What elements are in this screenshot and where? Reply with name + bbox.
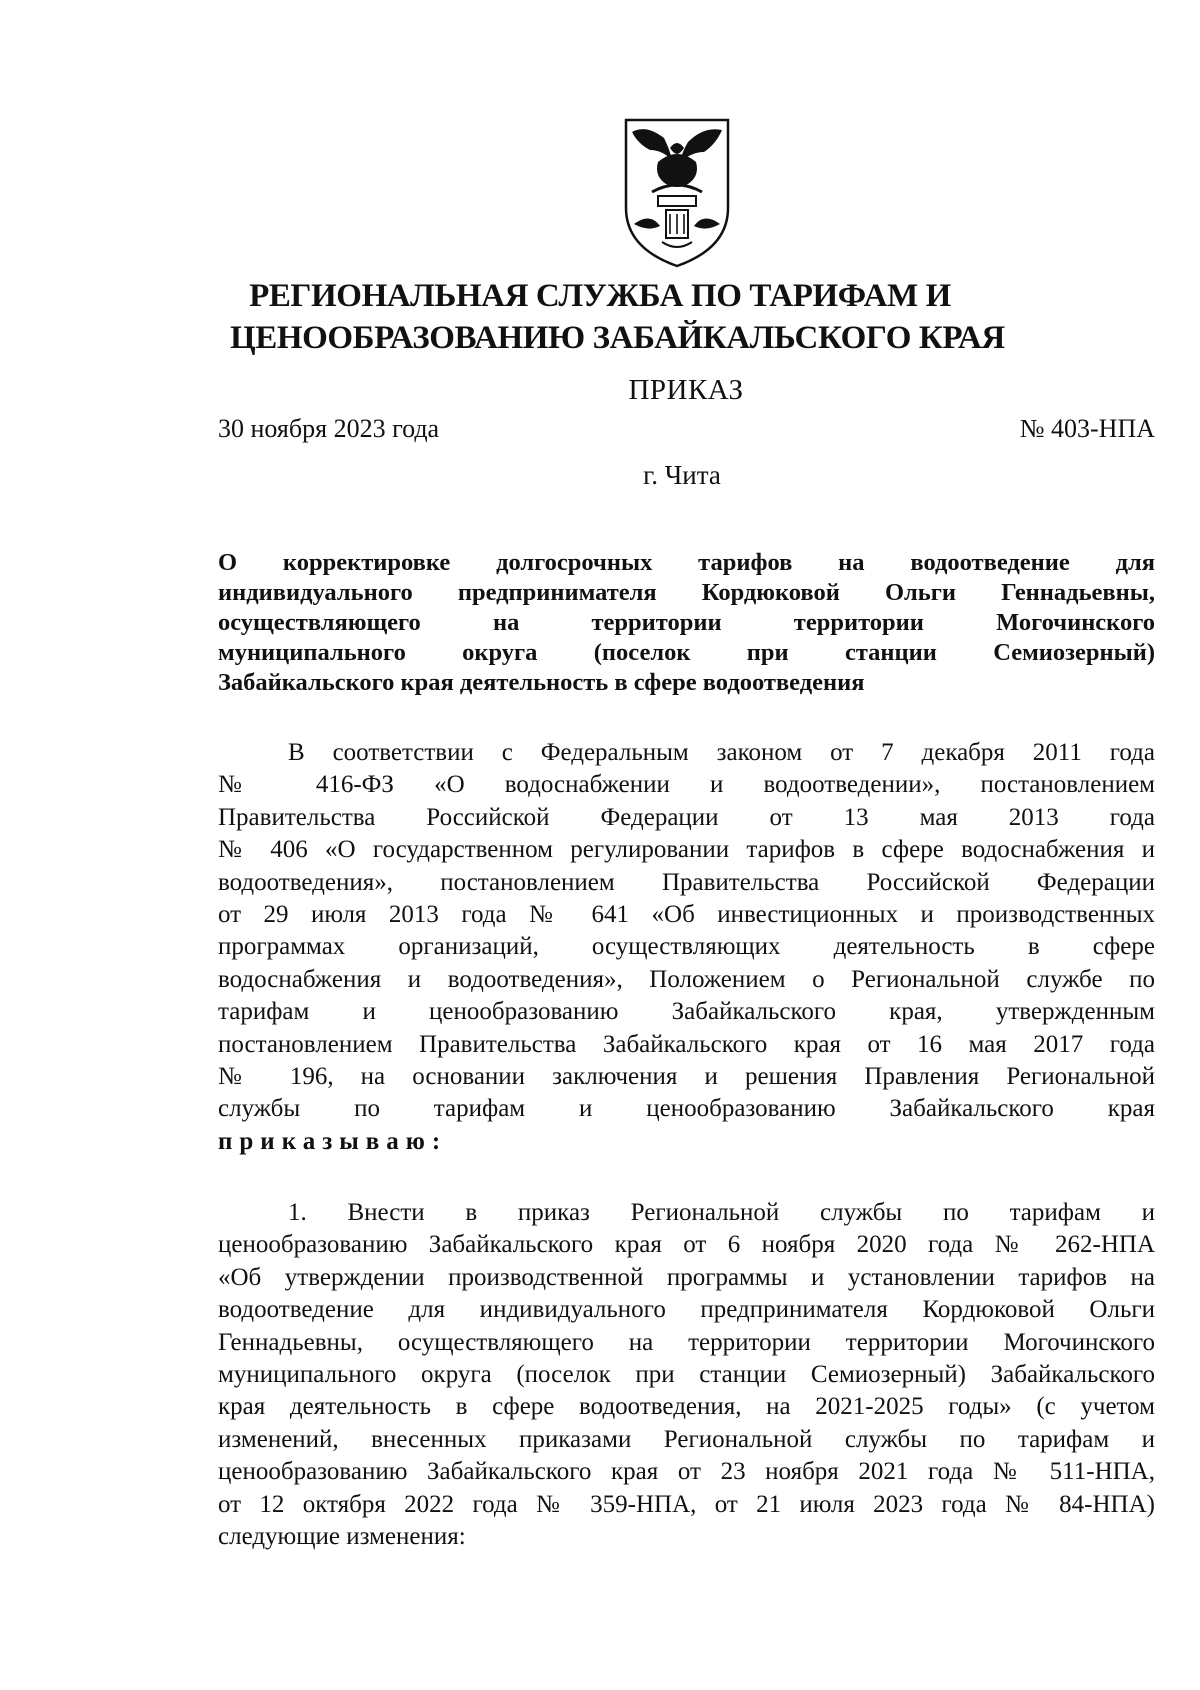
title-line: О корректировке долгосрочных тарифов на водоотведение для (218, 549, 1155, 576)
paragraph-line: следующие изменения: (218, 1523, 466, 1551)
paragraph-line: программах организаций, осуществляющих деятельность в сфере (218, 933, 1155, 961)
paragraph-line: № 196, на основании заключения и решения Правления Региональной (218, 1063, 1155, 1091)
title-line: индивидуального предпринимателя Кордюковой Ольги Геннадьевны, (218, 579, 1155, 606)
paragraph-line: 1. Внести в приказ Региональной службы по тарифам и (288, 1199, 1155, 1226)
item-1-paragraph (218, 1197, 1155, 1553)
paragraph-line: муниципального округа (поселок при станции Семиозерный) Забайкальского (218, 1361, 1155, 1389)
paragraph-line: постановлением Правительства Забайкальского края от 16 мая 2017 года (218, 1030, 1155, 1058)
title-line: муниципального округа (поселок при станции Семиозерный) (218, 639, 1155, 666)
paragraph-line: водоотведение для индивидуального предпринимателя Кордюковой Ольги (218, 1296, 1155, 1324)
organization-name-line: ЦЕНООБРАЗОВАНИЮ ЗАБАЙКАЛЬСКОГО КРАЯ (230, 320, 1005, 356)
document-title (218, 548, 1155, 698)
document-date: 30 ноября 2023 года (218, 414, 440, 443)
paragraph-line: № 406 «О государственном регулировании тарифов в сфере водоснабжения и (218, 836, 1155, 864)
order-word: приказываю: (218, 1127, 448, 1155)
paragraph-line: от 12 октября 2022 года № 359-НПА, от 21 июля 2023 года № 84-НПА) (218, 1490, 1155, 1518)
paragraph-line: от 29 июля 2013 года № 641 «Об инвестиционных и производственных (218, 901, 1155, 929)
paragraph-line: № 416-ФЗ «О водоснабжении и водоотведении», постановлением (218, 771, 1155, 799)
paragraph-line: службы по тарифам и ценообразованию Забайкальского края (218, 1095, 1155, 1123)
paragraph-line: «Об утверждении производственной программы и установлении тарифов на (218, 1263, 1155, 1291)
paragraph-line: Правительства Российской Федерации от 13 мая 2013 года (218, 803, 1155, 831)
paragraph-line: В соответствии с Федеральным законом от 7 декабря 2011 года (288, 739, 1155, 766)
preamble-paragraph (218, 737, 1155, 1158)
document-type: ПРИКАЗ (628, 374, 744, 406)
paragraph-line: водоснабжения и водоотведения», Положением о Региональной службе по (218, 965, 1155, 993)
paragraph-line: Геннадьевны, осуществляющего на территории территории Могочинского (218, 1328, 1155, 1356)
paragraph-line: ценообразованию Забайкальского края от 6 ноября 2020 года № 262-НПА (218, 1231, 1155, 1259)
paragraph-line: водоотведения», постановлением Правительства Российской Федерации (218, 868, 1155, 896)
document-city: г. Чита (643, 460, 721, 490)
paragraph-line: ценообразованию Забайкальского края от 23 ноября 2021 года № 511-НПА, (218, 1458, 1155, 1486)
zabaykalsky-krai-coat-of-arms-icon (622, 116, 732, 270)
title-line: осуществляющего на территории территории Могочинского (218, 609, 1155, 636)
organization-name (230, 275, 1005, 359)
title-line: Забайкальского края деятельность в сфере водоотведения (218, 669, 865, 696)
paragraph-line: края деятельность в сфере водоотведения, на 2021-2025 годы» (с учетом (218, 1393, 1155, 1421)
document-number: № 403-НПА (1019, 414, 1155, 443)
paragraph-line: изменений, внесенных приказами Региональной службы по тарифам и (218, 1425, 1155, 1453)
paragraph-line: тарифам и ценообразованию Забайкальского края, утвержденным (218, 998, 1155, 1026)
organization-name-line: РЕГИОНАЛЬНАЯ СЛУЖБА ПО ТАРИФАМ И (249, 278, 951, 314)
